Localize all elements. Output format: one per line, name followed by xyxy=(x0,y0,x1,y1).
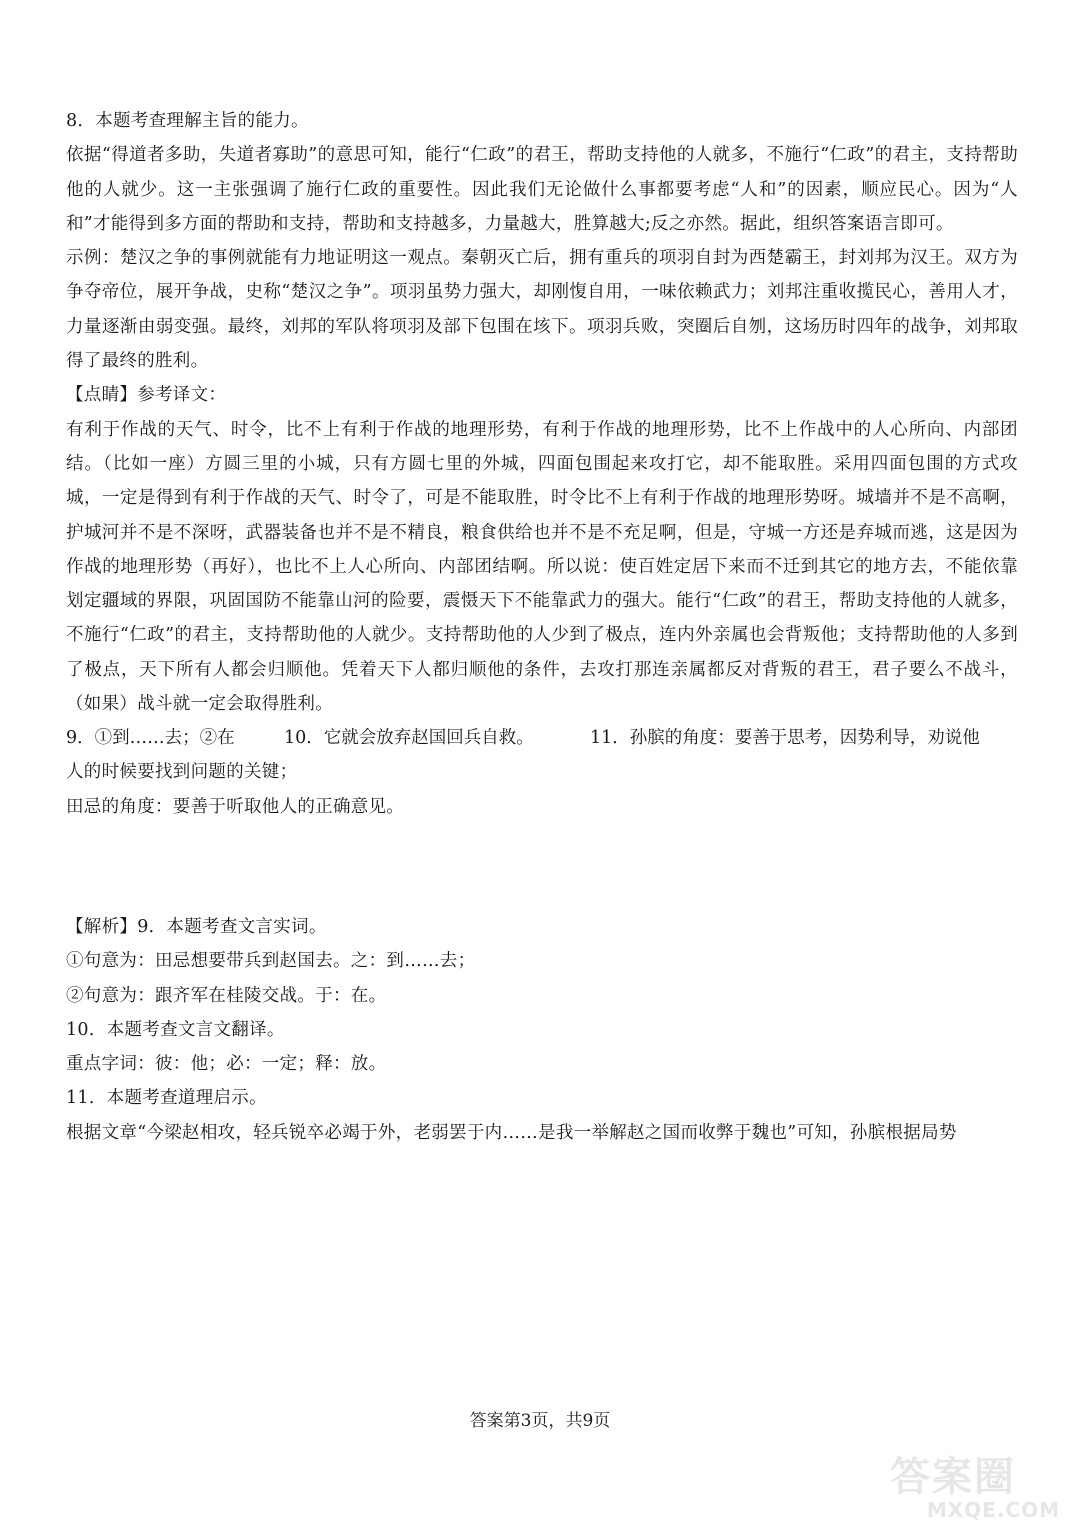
document-body xyxy=(66,104,1018,1150)
q10-heading: 10．本题考查文言文翻译。 xyxy=(66,1019,285,1040)
reference-translation-paragraph: 有利于作战的天气、时令，比不上有利于作战的地理形势，有利于作战的地理形势，比不上作战中的人心所向、内部团结。（比如一座）方圆三里的小城，只有方圆七里的外城，四面包围起来攻打它，却不能取胜。采用四面包围的方式攻城，一定是得到有利于作战的天气、时令了，可是不能取胜，时令比不上有利于作战的地理形势呀。城墙并不是不高啊，护城河并不是不深呀，武器装备也并不是不精良，粮食供给也并不是不充足啊，但是，守城一方还是弃城而逃，这是因为作战的地理形势（再好），也比不上人心所向、内部团结啊。所以说：使百姓定居下来而不迁到其它的地方去，不能依靠划定疆域的界限，巩固国防不能靠山河的险要，震慑天下不能靠武力的强大。能行“仁政”的君王，帮助支持他的人就多，不施行“仁政”的君主，支持帮助他的人就少。支持帮助他的人少到了极点，连内外亲属也会背叛他；支持帮助他的人多到了极点，天下所有人都会归顺他。凭着天下人都归顺他的条件，去攻打那连亲属都反对背叛的君王，君子要么不战斗，（如果）战斗就一定会取得胜利。 xyxy=(66,419,1018,715)
page-footer: 答案第3页，共9页 xyxy=(469,1411,611,1431)
watermark-logo-text: 答案圈 xyxy=(890,1454,1016,1500)
blank-gap xyxy=(66,824,1018,910)
dianjing-heading: 【点睛】参考译文： xyxy=(66,385,227,406)
q10-keywords: 重点字词：彼：他；必：一定；释：放。 xyxy=(66,1054,387,1075)
q11-heading: 11．本题考查道理启示。 xyxy=(66,1088,267,1109)
answers-9-11-row xyxy=(66,721,1018,755)
jiexi-q9-heading: 【解析】9．本题考查文言实词。 xyxy=(66,916,327,937)
q9-sentence-1: ①句意为：田忌想要带兵到赵国去。之：到……去； xyxy=(66,951,476,972)
q11-analysis-start: 根据文章“今梁赵相攻，轻兵锐卒必竭于外，老弱罢于内……是我一举解赵之国而收弊于魏也”可知，孙膑根据局势 xyxy=(66,1122,957,1143)
q8-analysis-paragraph: 依据“得道者多助，失道者寡助”的意思可知，能行“仁政”的君王，帮助支持他的人就多，不施行“仁政”的君主，支持帮助他的人就少。这一主张强调了施行仁政的重要性。因此我们无论做什么事都要考虑“人和”的因素，顺应民心。因为“人和”才能得到多方面的帮助和支持，帮助和支持越多，力量越大，胜算越大;反之亦然。据此，组织答案语言即可。 xyxy=(66,145,1018,234)
answer-q11-start: 11．孙膑的角度：要善于思考，因势利导，劝说他 xyxy=(590,728,980,749)
answer-q9: 9．①到……去；②在 xyxy=(66,728,235,749)
q9-sentence-2: ②句意为：跟齐军在桂陵交战。于：在。 xyxy=(66,985,387,1006)
watermark-url: MXQE.COM xyxy=(926,1498,1060,1522)
answer-q11-continued: 人的时候要找到问题的关键； xyxy=(66,762,298,783)
answer-q10: 10．它就会放弃赵国回兵自救。 xyxy=(284,728,534,749)
watermark-logo xyxy=(890,1454,1060,1522)
q8-heading: 8．本题考查理解主旨的能力。 xyxy=(66,111,309,131)
answer-q11-tianji: 田忌的角度：要善于听取他人的正确意见。 xyxy=(66,796,405,817)
q8-example-paragraph: 示例：楚汉之争的事例就能有力地证明这一观点。秦朝灭亡后，拥有重兵的项羽自封为西楚霸王，封刘邦为汉王。双方为争夺帝位，展开争战，史称“楚汉之争”。项羽虽势力强大，却刚愎自用，一味依赖武力；刘邦注重收揽民心，善用人才，力量逐渐由弱变强。最终，刘邦的军队将项羽及部下包围在垓下。项羽兵败，突圈后自刎，这场历时四年的战争，刘邦取得了最终的胜利。 xyxy=(66,248,1018,372)
